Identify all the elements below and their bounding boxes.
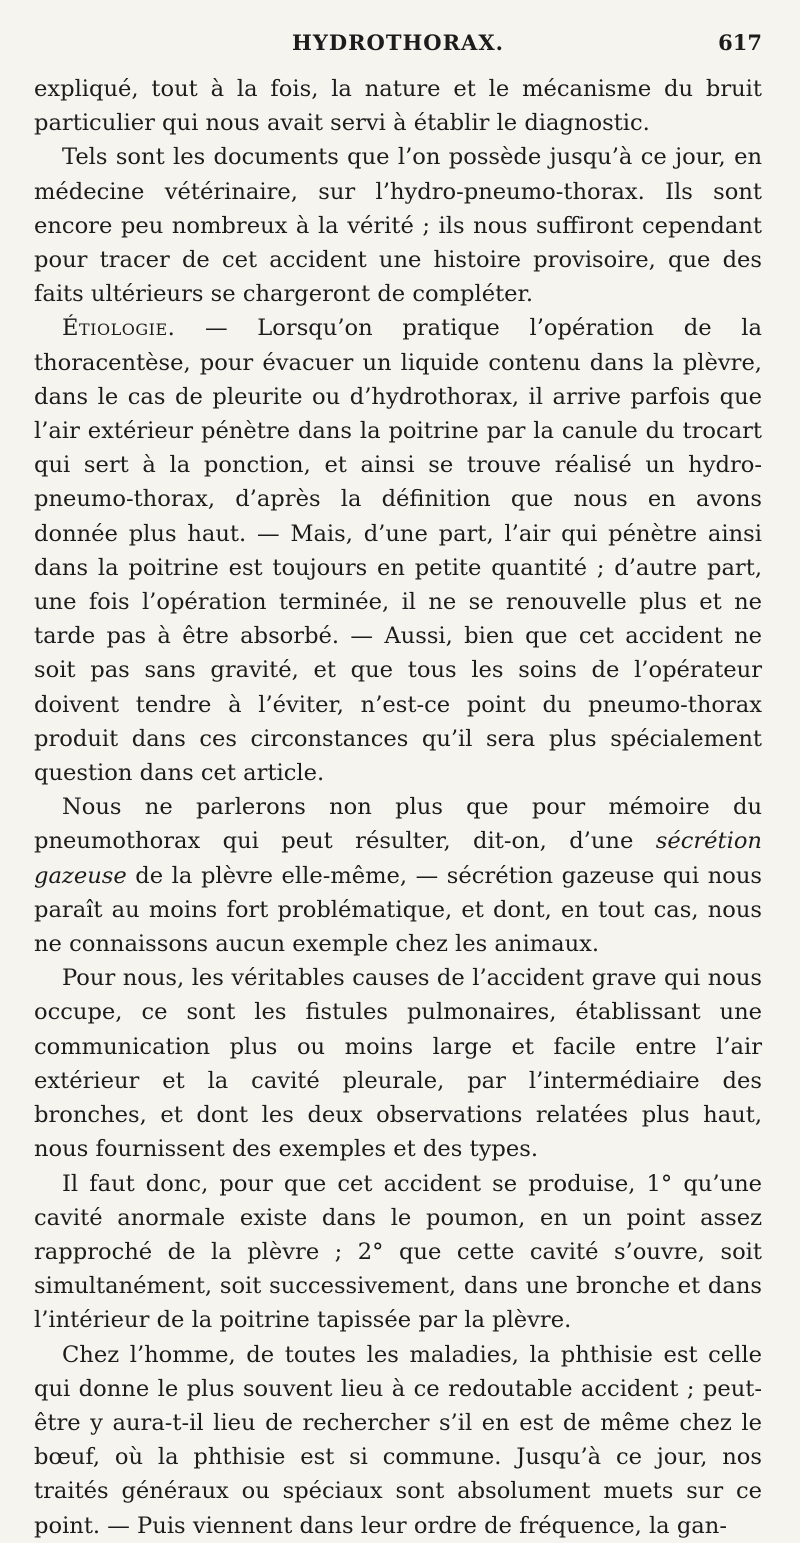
running-head xyxy=(34,30,762,64)
paragraph-etiologie xyxy=(34,311,762,790)
paragraph-secretion-text-b: de la plèvre elle-même, — sécrétion gazeuse qui nous paraît au moins fort problématique, et dont, en tout cas, nous ne connaissons aucun exemple chez les animaux. xyxy=(34,862,762,958)
paragraph-conditions: Il faut donc, pour que cet accident se produise, 1° qu’une cavité anormale existe dans le poumon, en un point assez rapproché de la plèvre ; 2° que cette cavité s’ouvre, soit simultanément, soit successivement, dans une bronche et dans l’intérieur de la poitrine tapissée par la plèvre. xyxy=(34,1170,762,1334)
page-title: HYDROTHORAX. xyxy=(292,30,504,55)
section-heading-etiologie: Étiologie. xyxy=(62,315,176,342)
paragraph-phthisie: Chez l’homme, de toutes les maladies, la phthisie est celle qui donne le plus souvent lieu à ce redoutable accident ; peut-être y aura-t-il lieu de rechercher s’il en est de même chez le bœuf, où la phthisie est si commune. Jusqu’à ce jour, nos traités généraux ou spéciaux sont absolument muets sur ce point. — Puis viennent dans leur ordre de fréquence, la gan- xyxy=(34,1341,762,1539)
paragraph-secretion-text-a: Nous ne parlerons non plus que pour mémoire du pneumothorax qui peut résulter, dit-on, d’une xyxy=(34,794,762,855)
page-number: 617 xyxy=(718,30,762,55)
italic-term: sécrétion gazeuse xyxy=(34,828,762,889)
body-text xyxy=(34,72,762,1543)
paragraph-fistules: Pour nous, les véritables causes de l’accident grave qui nous occupe, ce sont les fistules pulmonaires, établissant une communication plus ou moins large et facile entre l’air extérieur et la cavité pleurale, par l’intermédiaire des bronches, et dont les deux observations relatées plus haut, nous fournissent des exemples et des types. xyxy=(34,965,762,1163)
paragraph-etiologie-text: — Lorsqu’on pratique l’opération de la thoracentèse, pour évacuer un liquide contenu dans la plèvre, dans le cas de pleurite ou d’hydrothorax, il arrive parfois que l’air extérieur pénètre dans la poitrine par la canule du trocart qui sert à la ponction, et ainsi se trouve réalisé un hydro-pneumo-thorax, d’après la définition que nous en avons donnée plus haut. — Mais, d’une part, l’air qui pénètre ainsi dans la poitrine est toujours en petite quantité ; d’autre part, une fois l’opération terminée, il ne se renouvelle plus et ne tarde pas à être absorbé. — Aussi, bien que cet accident ne soit pas sans gravité, et que tous les soins de l’opérateur doivent tendre à l’éviter, n’est-ce point du pneumo-thorax produit dans ces circonstances qu’il sera plus spécialement question dans cet article. xyxy=(34,315,762,787)
paragraph-documents: Tels sont les documents que l’on possède jusqu’à ce jour, en médecine vétérinaire, sur l’hydro-pneumo-thorax. Ils sont encore peu nombreux à la vérité ; ils nous suffiront cependant pour tracer de cet accident une histoire provisoire, que des faits ultérieurs se chargeront de compléter. xyxy=(34,144,762,308)
paragraph-secretion xyxy=(34,790,762,961)
paragraph-continuation: expliqué, tout à la fois, la nature et le mécanisme du bruit particulier qui nous avait servi à établir le diagnostic. xyxy=(34,76,762,137)
